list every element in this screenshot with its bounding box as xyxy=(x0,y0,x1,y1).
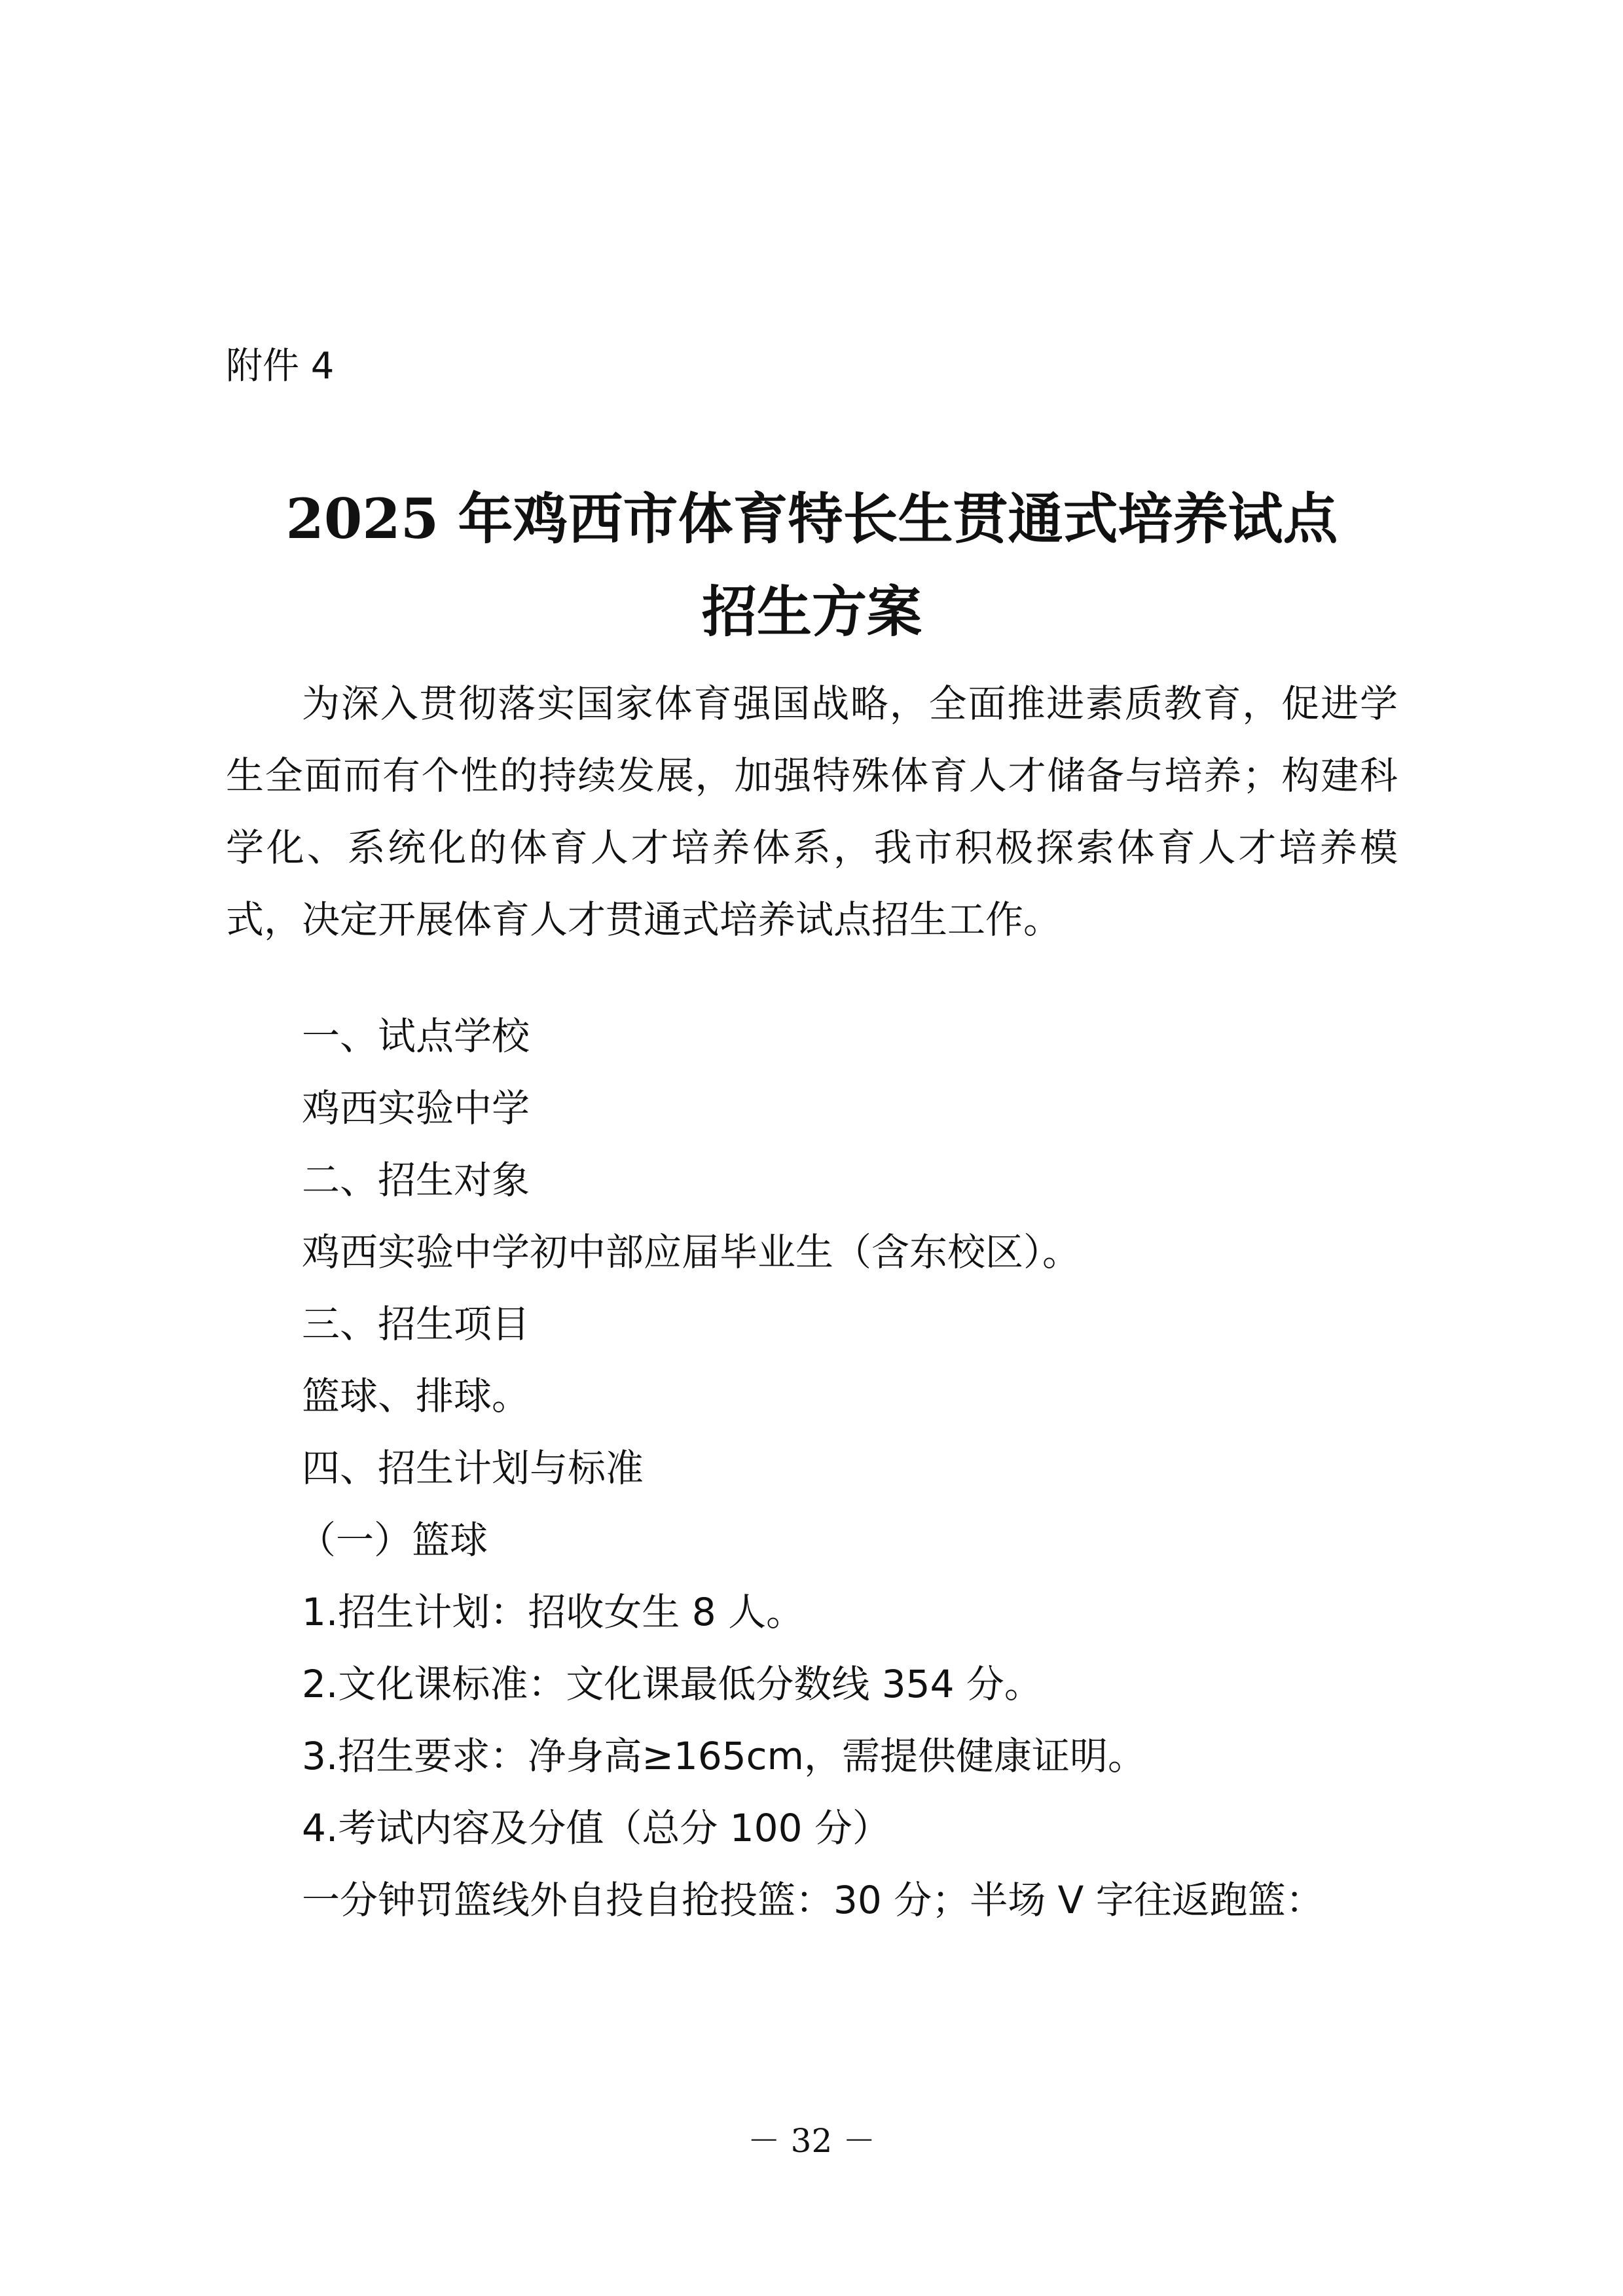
section-3-body: 篮球、排球。 xyxy=(302,1374,530,1418)
document-title-line-1: 2025 年鸡西市体育特长生贯通式培养试点 xyxy=(285,486,1338,551)
section-4-heading: 四、招生计划与标准 xyxy=(302,1446,644,1490)
list-item-4-body: 一分钟罚篮线外自投自抢投篮：30 分；半场 V 字往返跑篮： xyxy=(302,1878,1324,1922)
intro-paragraph: 为深入贯彻落实国家体育强国战略，全面推进素质教育，促进学生全面而有个性的持续发展，加强特殊体育人才储备与培养；构建科学化、系统化的体育人才培养体系，我市积极探索体育人才培养模式，决定开展体育人才贯通式培养试点招生工作。 xyxy=(226,681,1398,942)
attachment-label: 附件 4 xyxy=(226,345,335,387)
section-4-subheading-basketball: （一）篮球 xyxy=(298,1518,488,1562)
list-item-1: 1.招生计划：招收女生 8 人。 xyxy=(302,1590,805,1634)
document-title-line-2: 招生方案 xyxy=(701,579,922,644)
list-item-4: 4.考试内容及分值（总分 100 分） xyxy=(302,1806,890,1850)
page-number: － 32 － xyxy=(747,2122,876,2160)
list-item-3: 3.招生要求：净身高≥165cm，需提供健康证明。 xyxy=(302,1734,1146,1778)
section-2-heading: 二、招生对象 xyxy=(302,1158,530,1202)
section-3-heading: 三、招生项目 xyxy=(302,1302,530,1346)
section-1-body: 鸡西实验中学 xyxy=(302,1086,530,1130)
section-2-body: 鸡西实验中学初中部应届毕业生（含东校区）。 xyxy=(302,1230,1081,1274)
list-item-2: 2.文化课标准：文化课最低分数线 354 分。 xyxy=(302,1662,1042,1706)
section-1-heading: 一、试点学校 xyxy=(302,1014,530,1058)
